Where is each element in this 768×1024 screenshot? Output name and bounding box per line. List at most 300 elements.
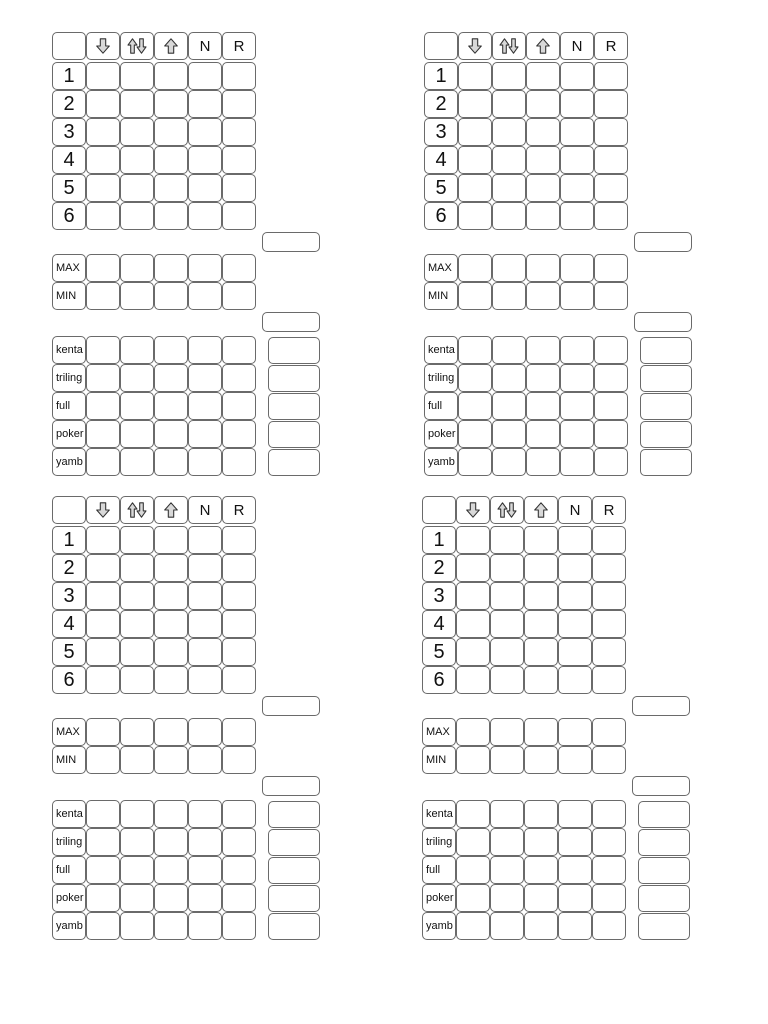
score-cell[interactable] <box>222 718 256 746</box>
score-cell[interactable] <box>592 554 626 582</box>
score-cell[interactable] <box>594 392 628 420</box>
score-cell[interactable] <box>222 448 256 476</box>
subtotal-box[interactable] <box>632 696 690 716</box>
score-cell[interactable] <box>222 336 256 364</box>
score-cell[interactable] <box>594 336 628 364</box>
score-cell[interactable] <box>558 526 592 554</box>
score-cell[interactable] <box>492 420 526 448</box>
score-cell[interactable] <box>86 638 120 666</box>
score-cell[interactable] <box>560 364 594 392</box>
score-cell[interactable] <box>222 90 256 118</box>
score-cell[interactable] <box>560 420 594 448</box>
score-cell[interactable] <box>154 118 188 146</box>
score-cell[interactable] <box>524 718 558 746</box>
cell-label: 3 <box>435 120 447 143</box>
score-cell[interactable] <box>526 146 560 174</box>
score-cell[interactable] <box>154 364 188 392</box>
score-cell[interactable] <box>492 448 526 476</box>
cell-label: 4 <box>63 148 75 171</box>
score-cell[interactable] <box>188 174 222 202</box>
row-label-2 <box>424 90 458 118</box>
score-cell[interactable] <box>558 554 592 582</box>
score-cell[interactable] <box>120 666 154 694</box>
score-cell[interactable] <box>222 174 256 202</box>
row-total-box[interactable] <box>638 801 690 828</box>
score-cell[interactable] <box>120 62 154 90</box>
score-cell[interactable] <box>524 666 558 694</box>
score-cell[interactable] <box>86 146 120 174</box>
score-cell[interactable] <box>560 336 594 364</box>
score-cell[interactable] <box>120 856 154 884</box>
score-cell[interactable] <box>222 828 256 856</box>
score-cell[interactable] <box>120 202 154 230</box>
row-total-box[interactable] <box>268 365 320 392</box>
row-total-box[interactable] <box>268 857 320 884</box>
score-cell[interactable] <box>86 828 120 856</box>
score-cell[interactable] <box>524 884 558 912</box>
row-total-box[interactable] <box>268 913 320 940</box>
score-cell[interactable] <box>490 718 524 746</box>
score-cell[interactable] <box>560 448 594 476</box>
row-total-box[interactable] <box>638 913 690 940</box>
score-cell[interactable] <box>526 336 560 364</box>
score-cell[interactable] <box>222 282 256 310</box>
score-cell[interactable] <box>490 638 524 666</box>
subtotal-box[interactable] <box>634 232 692 252</box>
score-cell[interactable] <box>492 202 526 230</box>
score-cell[interactable] <box>524 746 558 774</box>
score-cell[interactable] <box>120 884 154 912</box>
score-cell[interactable] <box>154 610 188 638</box>
score-cell[interactable] <box>222 146 256 174</box>
score-cell[interactable] <box>594 146 628 174</box>
score-cell[interactable] <box>86 336 120 364</box>
score-cell[interactable] <box>456 638 490 666</box>
score-cell[interactable] <box>526 118 560 146</box>
score-cell[interactable] <box>456 582 490 610</box>
score-cell[interactable] <box>86 610 120 638</box>
score-cell[interactable] <box>592 800 626 828</box>
score-cell[interactable] <box>490 746 524 774</box>
score-cell[interactable] <box>526 202 560 230</box>
score-cell[interactable] <box>592 526 626 554</box>
score-cell[interactable] <box>456 610 490 638</box>
score-cell[interactable] <box>558 582 592 610</box>
score-cell[interactable] <box>594 90 628 118</box>
score-cell[interactable] <box>188 202 222 230</box>
score-cell[interactable] <box>222 800 256 828</box>
score-cell[interactable] <box>222 746 256 774</box>
score-cell[interactable] <box>222 554 256 582</box>
score-cell[interactable] <box>154 828 188 856</box>
score-cell[interactable] <box>188 336 222 364</box>
score-cell[interactable] <box>188 582 222 610</box>
score-cell[interactable] <box>558 800 592 828</box>
score-cell[interactable] <box>490 800 524 828</box>
score-cell[interactable] <box>86 526 120 554</box>
score-cell[interactable] <box>188 146 222 174</box>
score-cell[interactable] <box>120 912 154 940</box>
score-cell[interactable] <box>558 746 592 774</box>
score-cell[interactable] <box>594 62 628 90</box>
score-cell[interactable] <box>222 254 256 282</box>
score-cell[interactable] <box>154 884 188 912</box>
score-cell[interactable] <box>86 582 120 610</box>
cell-label: poker <box>428 428 456 440</box>
score-cell[interactable] <box>188 746 222 774</box>
row-total-box[interactable] <box>268 885 320 912</box>
score-cell[interactable] <box>526 90 560 118</box>
score-cell[interactable] <box>222 202 256 230</box>
score-cell[interactable] <box>120 800 154 828</box>
cell-label: triling <box>426 836 453 848</box>
score-cell[interactable] <box>490 884 524 912</box>
score-cell[interactable] <box>492 62 526 90</box>
score-cell[interactable] <box>594 282 628 310</box>
score-cell[interactable] <box>188 526 222 554</box>
score-cell[interactable] <box>154 800 188 828</box>
score-cell[interactable] <box>524 610 558 638</box>
row-label-triling <box>52 828 86 856</box>
row-total-box[interactable] <box>268 393 320 420</box>
score-cell[interactable] <box>86 202 120 230</box>
column-header-down <box>456 496 490 524</box>
score-cell[interactable] <box>120 448 154 476</box>
score-cell[interactable] <box>222 610 256 638</box>
score-cell[interactable] <box>558 718 592 746</box>
score-cell[interactable] <box>154 420 188 448</box>
score-cell[interactable] <box>120 146 154 174</box>
score-cell[interactable] <box>558 884 592 912</box>
subtotal-box[interactable] <box>634 312 692 332</box>
score-cell[interactable] <box>594 448 628 476</box>
score-cell[interactable] <box>524 526 558 554</box>
score-cell[interactable] <box>188 718 222 746</box>
score-cell[interactable] <box>456 746 490 774</box>
score-cell[interactable] <box>526 62 560 90</box>
score-cell[interactable] <box>456 828 490 856</box>
score-cell[interactable] <box>524 856 558 884</box>
score-cell[interactable] <box>120 90 154 118</box>
score-cell[interactable] <box>526 448 560 476</box>
score-cell[interactable] <box>456 800 490 828</box>
score-cell[interactable] <box>560 90 594 118</box>
score-cell[interactable] <box>188 638 222 666</box>
score-cell[interactable] <box>560 174 594 202</box>
score-cell[interactable] <box>592 718 626 746</box>
score-cell[interactable] <box>120 364 154 392</box>
score-cell[interactable] <box>558 912 592 940</box>
score-cell[interactable] <box>560 392 594 420</box>
score-cell[interactable] <box>86 282 120 310</box>
score-cell[interactable] <box>560 282 594 310</box>
score-cell[interactable] <box>458 392 492 420</box>
score-cell[interactable] <box>222 420 256 448</box>
row-total-box[interactable] <box>638 857 690 884</box>
row-total-box[interactable] <box>640 421 692 448</box>
row-total-box[interactable] <box>640 393 692 420</box>
row-total-box[interactable] <box>268 421 320 448</box>
score-cell[interactable] <box>154 856 188 884</box>
row-total-box[interactable] <box>640 449 692 476</box>
score-cell[interactable] <box>490 856 524 884</box>
score-cell[interactable] <box>120 718 154 746</box>
score-cell[interactable] <box>458 146 492 174</box>
score-cell[interactable] <box>154 392 188 420</box>
score-cell[interactable] <box>524 582 558 610</box>
score-cell[interactable] <box>456 856 490 884</box>
score-cell[interactable] <box>154 554 188 582</box>
score-cell[interactable] <box>154 90 188 118</box>
score-cell[interactable] <box>120 746 154 774</box>
score-cell[interactable] <box>188 828 222 856</box>
score-cell[interactable] <box>222 364 256 392</box>
score-cell[interactable] <box>592 856 626 884</box>
score-cell[interactable] <box>458 174 492 202</box>
score-cell[interactable] <box>154 448 188 476</box>
score-cell[interactable] <box>86 392 120 420</box>
score-cell[interactable] <box>86 746 120 774</box>
score-cell[interactable] <box>120 174 154 202</box>
score-cell[interactable] <box>594 174 628 202</box>
score-cell[interactable] <box>154 174 188 202</box>
score-cell[interactable] <box>188 254 222 282</box>
score-cell[interactable] <box>524 912 558 940</box>
score-cell[interactable] <box>120 392 154 420</box>
score-cell[interactable] <box>456 718 490 746</box>
score-cell[interactable] <box>86 554 120 582</box>
score-cell[interactable] <box>120 118 154 146</box>
score-cell[interactable] <box>154 638 188 666</box>
score-cell[interactable] <box>560 146 594 174</box>
score-cell[interactable] <box>188 90 222 118</box>
score-cell[interactable] <box>592 582 626 610</box>
score-cell[interactable] <box>188 884 222 912</box>
score-cell[interactable] <box>120 554 154 582</box>
column-header-r <box>594 32 628 60</box>
score-cell[interactable] <box>458 202 492 230</box>
score-cell[interactable] <box>222 856 256 884</box>
score-cell[interactable] <box>86 62 120 90</box>
score-cell[interactable] <box>592 666 626 694</box>
row-total-box[interactable] <box>268 449 320 476</box>
score-cell[interactable] <box>526 420 560 448</box>
cell-label: 6 <box>63 668 75 691</box>
subtotal-box[interactable] <box>262 776 320 796</box>
score-cell[interactable] <box>526 364 560 392</box>
score-cell[interactable] <box>86 884 120 912</box>
row-total-box[interactable] <box>268 801 320 828</box>
score-cell[interactable] <box>86 90 120 118</box>
score-cell[interactable] <box>154 718 188 746</box>
score-cell[interactable] <box>560 62 594 90</box>
score-cell[interactable] <box>490 828 524 856</box>
score-cell[interactable] <box>120 610 154 638</box>
score-cell[interactable] <box>120 254 154 282</box>
row-total-box[interactable] <box>638 829 690 856</box>
score-cell[interactable] <box>490 610 524 638</box>
score-cell[interactable] <box>560 254 594 282</box>
score-cell[interactable] <box>458 90 492 118</box>
score-cell[interactable] <box>120 336 154 364</box>
score-cell[interactable] <box>492 364 526 392</box>
row-total-box[interactable] <box>268 829 320 856</box>
score-cell[interactable] <box>558 610 592 638</box>
score-cell[interactable] <box>492 254 526 282</box>
score-cell[interactable] <box>86 364 120 392</box>
score-cell[interactable] <box>188 364 222 392</box>
score-cell[interactable] <box>188 62 222 90</box>
score-cell[interactable] <box>154 582 188 610</box>
score-cell[interactable] <box>154 336 188 364</box>
score-cell[interactable] <box>188 800 222 828</box>
score-cell[interactable] <box>490 582 524 610</box>
score-cell[interactable] <box>524 554 558 582</box>
score-cell[interactable] <box>492 90 526 118</box>
score-cell[interactable] <box>492 174 526 202</box>
score-cell[interactable] <box>560 118 594 146</box>
score-cell[interactable] <box>490 666 524 694</box>
score-cell[interactable] <box>188 118 222 146</box>
score-cell[interactable] <box>458 118 492 146</box>
score-cell[interactable] <box>458 254 492 282</box>
score-cell[interactable] <box>558 638 592 666</box>
score-cell[interactable] <box>524 800 558 828</box>
score-cell[interactable] <box>188 392 222 420</box>
arrow-updown-icon <box>126 37 148 55</box>
cell-label: 1 <box>63 64 75 87</box>
column-header-down <box>86 32 120 60</box>
score-cell[interactable] <box>86 254 120 282</box>
score-cell[interactable] <box>222 912 256 940</box>
score-cell[interactable] <box>154 254 188 282</box>
score-cell[interactable] <box>526 392 560 420</box>
score-cell[interactable] <box>458 448 492 476</box>
score-cell[interactable] <box>222 62 256 90</box>
score-cell[interactable] <box>188 282 222 310</box>
score-cell[interactable] <box>492 392 526 420</box>
score-cell[interactable] <box>456 554 490 582</box>
score-cell[interactable] <box>188 856 222 884</box>
score-cell[interactable] <box>86 118 120 146</box>
score-cell[interactable] <box>154 912 188 940</box>
score-cell[interactable] <box>558 828 592 856</box>
subtotal-box[interactable] <box>262 696 320 716</box>
score-cell[interactable] <box>490 912 524 940</box>
score-cell[interactable] <box>456 526 490 554</box>
score-cell[interactable] <box>456 884 490 912</box>
score-cell[interactable] <box>188 666 222 694</box>
score-cell[interactable] <box>458 420 492 448</box>
score-cell[interactable] <box>222 526 256 554</box>
row-total-box[interactable] <box>638 885 690 912</box>
score-cell[interactable] <box>560 202 594 230</box>
score-cell[interactable] <box>154 666 188 694</box>
score-cell[interactable] <box>524 828 558 856</box>
score-cell[interactable] <box>456 912 490 940</box>
score-cell[interactable] <box>594 202 628 230</box>
score-cell[interactable] <box>86 912 120 940</box>
score-cell[interactable] <box>222 884 256 912</box>
score-cell[interactable] <box>86 420 120 448</box>
score-cell[interactable] <box>222 392 256 420</box>
score-cell[interactable] <box>458 336 492 364</box>
score-cell[interactable] <box>222 638 256 666</box>
score-cell[interactable] <box>188 610 222 638</box>
score-cell[interactable] <box>558 856 592 884</box>
score-cell[interactable] <box>86 174 120 202</box>
subtotal-box[interactable] <box>632 776 690 796</box>
score-cell[interactable] <box>594 364 628 392</box>
score-cell[interactable] <box>526 254 560 282</box>
score-cell[interactable] <box>188 420 222 448</box>
score-cell[interactable] <box>188 912 222 940</box>
score-cell[interactable] <box>154 282 188 310</box>
score-cell[interactable] <box>592 884 626 912</box>
score-cell[interactable] <box>526 174 560 202</box>
score-cell[interactable] <box>492 118 526 146</box>
score-cell[interactable] <box>222 582 256 610</box>
score-cell[interactable] <box>594 254 628 282</box>
score-cell[interactable] <box>490 554 524 582</box>
score-cell[interactable] <box>490 526 524 554</box>
score-cell[interactable] <box>188 448 222 476</box>
score-cell[interactable] <box>222 118 256 146</box>
score-cell[interactable] <box>592 638 626 666</box>
score-cell[interactable] <box>120 582 154 610</box>
score-cell[interactable] <box>524 638 558 666</box>
score-cell[interactable] <box>120 526 154 554</box>
score-cell[interactable] <box>492 282 526 310</box>
score-cell[interactable] <box>526 282 560 310</box>
score-cell[interactable] <box>594 420 628 448</box>
score-cell[interactable] <box>458 282 492 310</box>
score-cell[interactable] <box>558 666 592 694</box>
score-cell[interactable] <box>592 610 626 638</box>
score-cell[interactable] <box>456 666 490 694</box>
score-cell[interactable] <box>222 666 256 694</box>
score-cell[interactable] <box>120 282 154 310</box>
score-cell[interactable] <box>154 746 188 774</box>
score-cell[interactable] <box>120 828 154 856</box>
score-cell[interactable] <box>86 800 120 828</box>
score-cell[interactable] <box>86 666 120 694</box>
score-cell[interactable] <box>154 202 188 230</box>
score-cell[interactable] <box>188 554 222 582</box>
score-cell[interactable] <box>120 420 154 448</box>
score-cell[interactable] <box>86 856 120 884</box>
row-total-box[interactable] <box>640 337 692 364</box>
score-cell[interactable] <box>154 146 188 174</box>
score-cell[interactable] <box>120 638 154 666</box>
score-cell[interactable] <box>154 526 188 554</box>
score-cell[interactable] <box>86 448 120 476</box>
score-cell[interactable] <box>592 912 626 940</box>
row-total-box[interactable] <box>640 365 692 392</box>
score-cell[interactable] <box>154 62 188 90</box>
score-cell[interactable] <box>458 62 492 90</box>
score-cell[interactable] <box>592 828 626 856</box>
row-total-box[interactable] <box>268 337 320 364</box>
score-cell[interactable] <box>458 364 492 392</box>
subtotal-box[interactable] <box>262 232 320 252</box>
score-cell[interactable] <box>492 146 526 174</box>
subtotal-box[interactable] <box>262 312 320 332</box>
score-cell[interactable] <box>592 746 626 774</box>
score-cell[interactable] <box>594 118 628 146</box>
score-cell[interactable] <box>86 718 120 746</box>
score-cell[interactable] <box>492 336 526 364</box>
